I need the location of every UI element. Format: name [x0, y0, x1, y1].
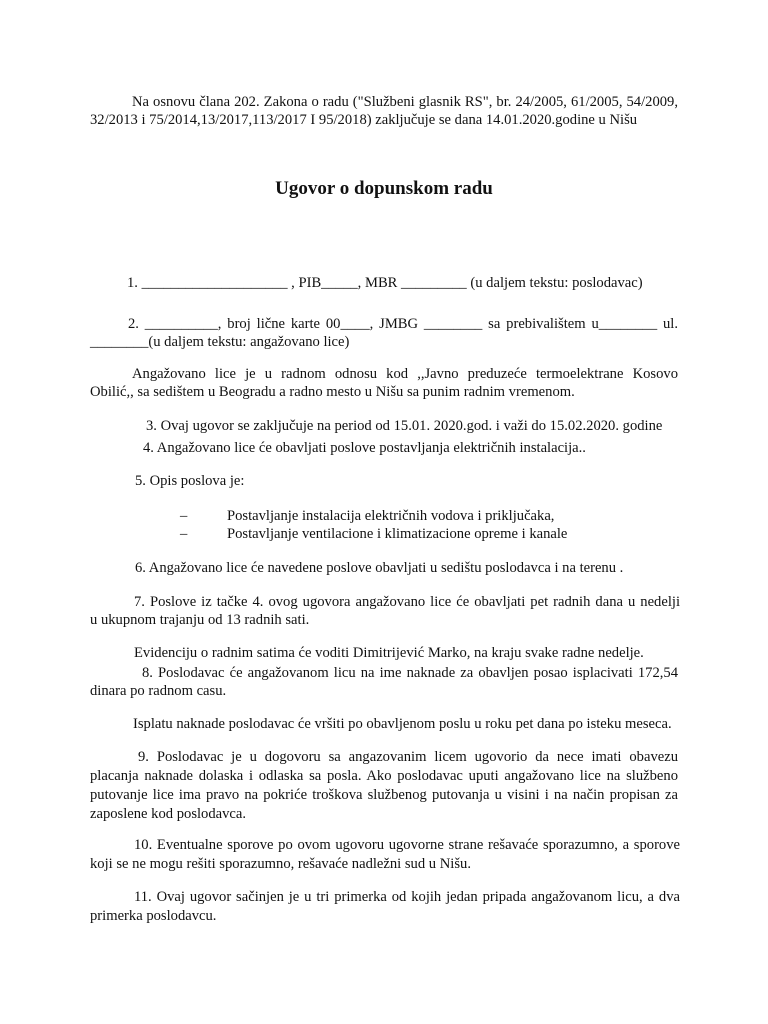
list-dash-2: – — [180, 526, 188, 542]
clause-6-location: 6. Angažovano lice će navedene poslove obavljati u sedištu poslodavca i na terenu . — [135, 560, 624, 576]
clause-7-line-1: 7. Poslove iz tačke 4. ovog ugovora angažovano lice će obavljati pet radnih dana u nedelji — [134, 594, 680, 610]
clause-8-line-2: dinara po radnom casu. — [90, 683, 227, 699]
evidence-paragraph: Evidenciju o radnim satima će voditi Dimitrijević Marko, na kraju svake radne nedelje. — [134, 645, 644, 661]
clause-10-line-2: koji se ne mogu rešiti sporazumno, rešavaće nadležni sud u Nišu. — [90, 856, 471, 872]
clause-8-line-1: 8. Poslodavac će angažovanom licu na ime naknade za obavljen posao isplacivati 172,54 — [142, 665, 678, 681]
clause-2-line-2: ________(u daljem tekstu: angažovano lice) — [90, 334, 350, 350]
list-dash-1: – — [180, 508, 188, 524]
employment-line-2: Obilić,, sa sedištem u Beogradu a radno mesto u Nišu sa punim radnim vremenom. — [90, 384, 575, 400]
clause-2-line-1: 2. __________, broj lične karte 00____, JMBG ________ sa prebivalištem u________ ul. — [128, 316, 678, 332]
clause-3-period: 3. Ovaj ugovor se zaključuje na period od 15.01. 2020.god. i važi do 15.02.2020. godine — [146, 418, 663, 434]
intro-line-1: Na osnovu člana 202. Zakona o radu ("Službeni glasnik RS", br. 24/2005, 61/2005, 54/2009, — [132, 94, 678, 110]
clause-11-line-2: primerka poslodavcu. — [90, 908, 217, 924]
clause-10-line-1: 10. Eventualne sporove po ovom ugovoru ugovorne strane rešavaće sporazumno, a sporove — [134, 837, 680, 853]
clause-9-line-4: zaposlene kod poslodavca. — [90, 806, 247, 822]
list-item-2: Postavljanje ventilacione i klimatizacione opreme i kanale — [227, 526, 568, 542]
clause-1-employer: 1. ____________________ , PIB_____, MBR _________ (u daljem tekstu: poslodavac) — [127, 275, 643, 291]
document-title: Ugovor o dopunskom radu — [275, 178, 493, 199]
clause-11-line-1: 11. Ovaj ugovor sačinjen je u tri primerka od kojih jedan pripada angažovanom licu, a dva — [134, 889, 680, 905]
clause-7-line-2: u ukupnom trajanju od 13 radnih sati. — [90, 612, 310, 628]
intro-line-2: 32/2013 i 75/2014,13/2017,113/2017 I 95/2018) zaključuje se dana 14.01.2020.godine u Nišu — [90, 112, 638, 128]
clause-5-heading: 5. Opis poslova je: — [135, 473, 245, 489]
list-item-1: Postavljanje instalacija električnih vodova i priključaka, — [227, 508, 555, 524]
clause-9-line-3: putovanje lice ima pravo na pokriće troškova službenog putovanja u visini i na način propisan za — [90, 787, 678, 803]
employment-line-1: Angažovano lice je u radnom odnosu kod ,,Javno preduzeće termoelektrane Kosovo — [132, 366, 678, 382]
clause-9-line-2: placanja naknade dolaska i odlaska sa posla. Ako poslodavac uputi angažovano lice na službeno — [90, 768, 678, 784]
payment-paragraph: Isplatu naknade poslodavac će vršiti po obavljenom poslu u roku pet dana po isteku meseca. — [133, 716, 672, 732]
clause-4-duties: 4. Angažovano lice će obavljati poslove postavljanja električnih instalacija.. — [143, 440, 586, 456]
clause-9-line-1: 9. Poslodavac je u dogovoru sa angazovanim licem ugovorio da nece imati obavezu — [138, 749, 678, 765]
